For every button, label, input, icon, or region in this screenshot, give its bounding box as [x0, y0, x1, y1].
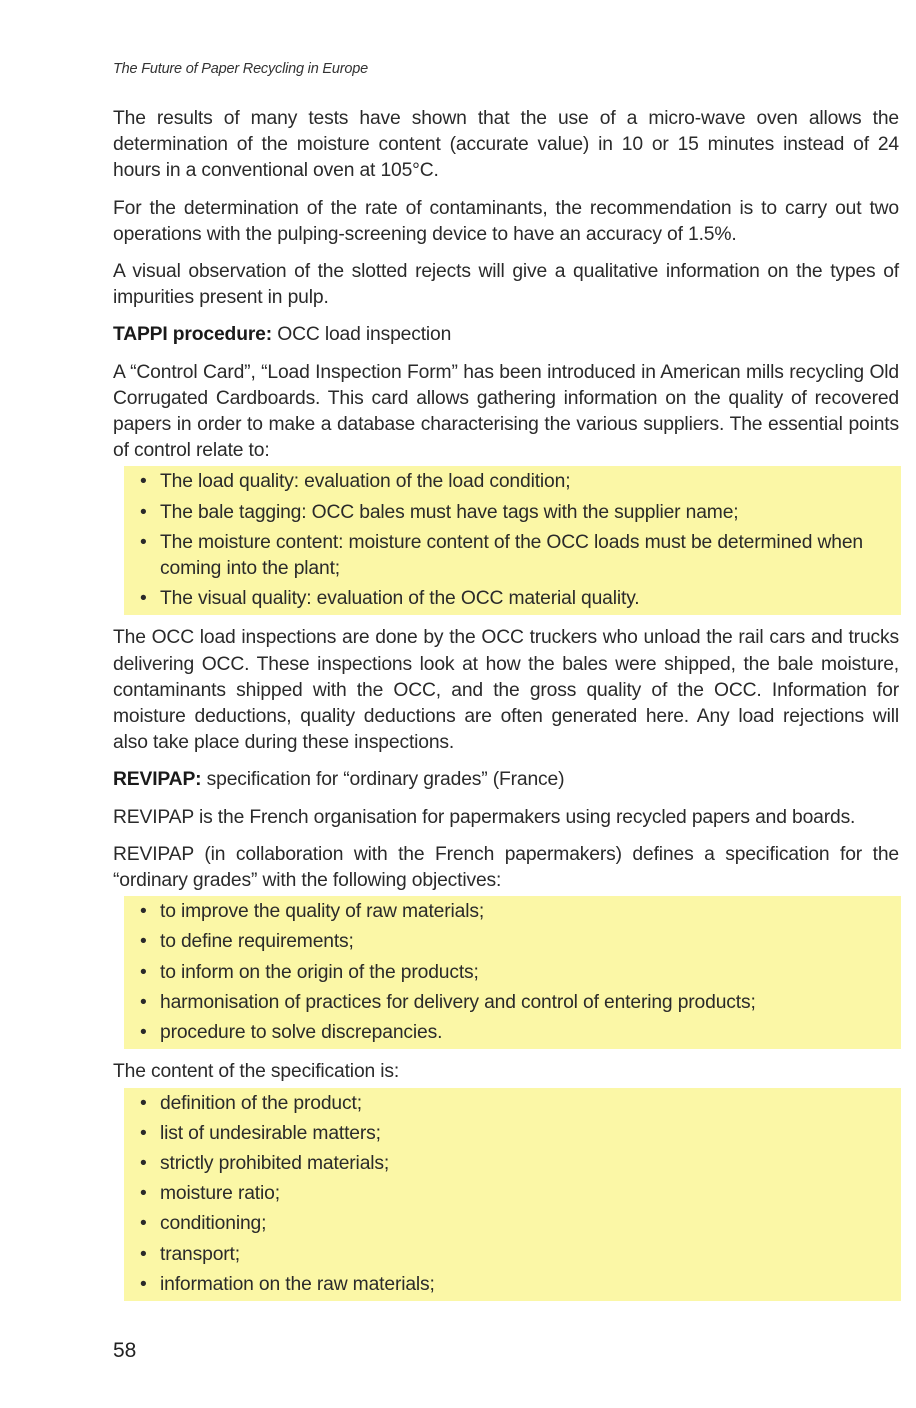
paragraph-visual-observation: A visual observation of the slotted rejects will give a qualitative information on the types of impurities present in pulp. — [113, 261, 899, 309]
paragraph-control-card: A “Control Card”, “Load Inspection Form” has been introduced in American mills recycling Old Corrugated Cardboards. This card allows gathering information on the quality of recovered papers in order to make a database characterising the various suppliers. The essential points of control relate to: — [113, 361, 899, 462]
revipap-heading — [113, 767, 899, 793]
bullet-glyph: • — [140, 501, 147, 523]
objectives-list — [124, 896, 901, 1049]
bullet-glyph: • — [140, 471, 147, 493]
bullet-glyph: • — [140, 1213, 147, 1235]
bullet-glyph: • — [140, 1243, 147, 1265]
bullet-glyph: • — [140, 961, 147, 983]
bullet-glyph: • — [140, 931, 147, 953]
list-item: • definition of the product; — [124, 1091, 901, 1117]
revipap-label: REVIPAP: — [113, 769, 202, 791]
list-item: • strictly prohibited materials; — [124, 1151, 901, 1177]
list-item: • information on the raw materials; — [124, 1272, 901, 1298]
running-header: The Future of Paper Recycling in Europe — [113, 61, 368, 77]
list-item: • moisture ratio; — [124, 1181, 901, 1207]
page-number: 58 — [113, 1339, 137, 1362]
list-item: • transport; — [124, 1242, 901, 1268]
bullet-glyph: • — [140, 991, 147, 1013]
paragraph-spec-content: The content of the specification is: — [113, 1061, 400, 1083]
list-item: • The load quality: evaluation of the load condition; — [124, 469, 901, 495]
list-item: • to inform on the origin of the products; — [124, 960, 901, 986]
tappi-heading — [113, 322, 899, 348]
paragraph-occ-inspections: The OCC load inspections are done by the OCC truckers who unload the rail cars and trucks delivering OCC. These inspections look at how the bales were shipped, the bale moisture, contaminants shipped with the OCC, and the gross quality of the OCC. Information for moisture deductions, quality deductions are often generated here. Any load rejections will also take place during these inspections. — [113, 627, 899, 754]
bullet-glyph: • — [140, 1183, 147, 1205]
bullet-glyph: • — [140, 1273, 147, 1295]
revipap-text: specification for “ordinary grades” (France) — [201, 769, 565, 791]
list-item: • The moisture content: moisture content of the OCC loads must be determined when coming into the plant; — [140, 531, 863, 580]
bullet-glyph: • — [140, 588, 147, 610]
bullet-glyph: • — [140, 1152, 147, 1174]
tappi-text: OCC load inspection — [272, 324, 452, 346]
list-item: • The bale tagging: OCC bales must have tags with the supplier name; — [124, 500, 901, 526]
paragraph-microwave: The results of many tests have shown that the use of a micro-wave oven allows the determination of the moisture content (accurate value) in 10 or 15 minutes instead of 24 hours in a conventional oven at 105°C. — [113, 108, 899, 182]
list-item: • list of undesirable matters; — [124, 1121, 901, 1147]
list-item: • to improve the quality of raw materials; — [124, 899, 901, 925]
control-points-list — [124, 466, 901, 615]
paragraph-revipap-org: REVIPAP is the French organisation for papermakers using recycled papers and boards. — [113, 806, 856, 828]
bullet-glyph: • — [140, 1092, 147, 1114]
paragraph-contaminants: For the determination of the rate of contaminants, the recommendation is to carry out two operations with the pulping-screening device to have an accuracy of 1.5%. — [113, 197, 899, 245]
tappi-label: TAPPI procedure: — [113, 324, 273, 346]
list-item: • procedure to solve discrepancies. — [124, 1020, 901, 1046]
bullet-glyph: • — [140, 1122, 147, 1144]
list-item: • harmonisation of practices for delivery and control of entering products; — [124, 990, 901, 1016]
contents-list — [124, 1088, 901, 1301]
bullet-glyph: • — [140, 901, 147, 923]
bullet-glyph: • — [140, 531, 147, 553]
list-item: • conditioning; — [124, 1211, 901, 1237]
list-item: • The visual quality: evaluation of the OCC material quality. — [124, 586, 901, 612]
paragraph-revipap-spec: REVIPAP (in collaboration with the French papermakers) defines a specification for the “ordinary grades” with the following objectives: — [113, 843, 899, 892]
list-item: • to define requirements; — [124, 929, 901, 955]
bullet-glyph: • — [140, 1022, 147, 1044]
body-text — [113, 106, 899, 1311]
